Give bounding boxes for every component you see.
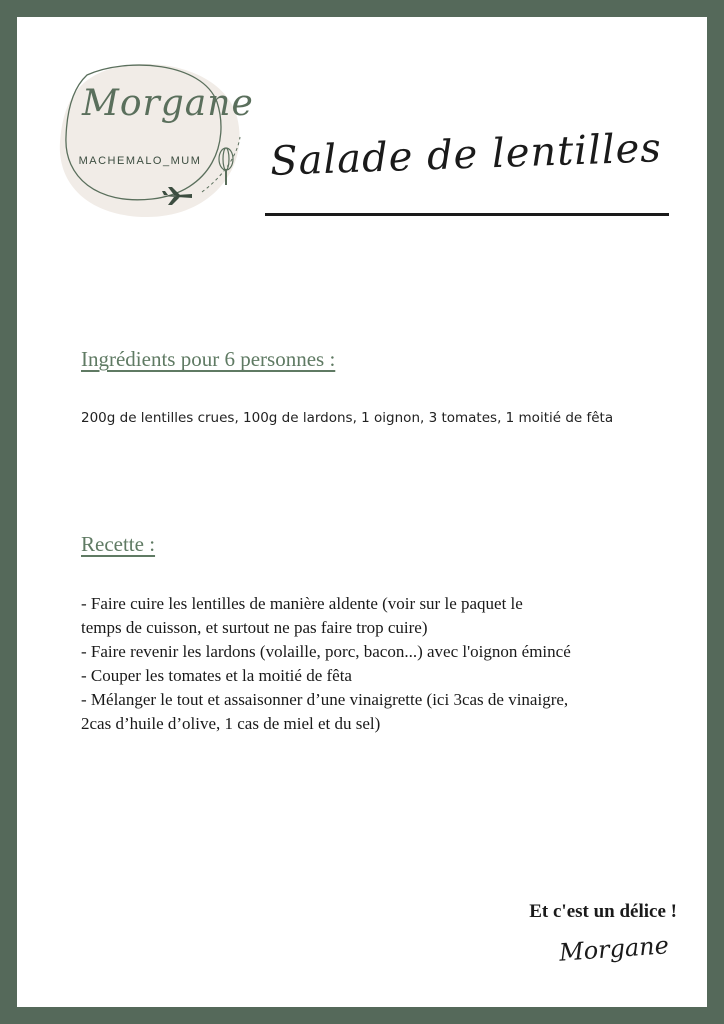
logo-name: Morgane [82,83,254,124]
recipe-title: Salade de lentilles [269,125,663,185]
whisk-icon [212,147,240,187]
logo-blob [52,57,252,222]
recipe-card [17,17,707,1007]
title-divider [265,213,669,216]
closing-text: Et c'est un délice ! [529,901,677,922]
recipe-step-line: temps de cuisson, et surtout ne pas faire trop cuire) [81,618,428,637]
recipe-step-line: - Faire revenir les lardons (volaille, porc, bacon...) avec l'oignon émincé [81,642,571,661]
recipe-step-line: - Mélanger le tout et assaisonner d’une vinaigrette (ici 3cas de vinaigre, [81,690,569,709]
recipe-steps [81,592,671,736]
logo [52,57,252,222]
recipe-step-line: - Couper les tomates et la moitié de fêta [81,666,352,685]
recipe-step-line: 2cas d’huile d’olive, 1 cas de miel et du sel) [81,714,381,733]
airplane-icon [160,185,194,207]
recipe-heading: Recette : [81,532,156,556]
ingredients-text: 200g de lentilles crues, 100g de lardons, 1 oignon, 3 tomates, 1 moitié de fêta [81,410,614,426]
signature: Morgane [558,931,670,967]
recipe-step-line: - Faire cuire les lentilles de manière aldente (voir sur le paquet le [81,594,523,613]
logo-handle: MACHEMALO_MUM [78,155,202,167]
ingredients-heading: Ingrédients pour 6 personnes : [81,347,336,371]
